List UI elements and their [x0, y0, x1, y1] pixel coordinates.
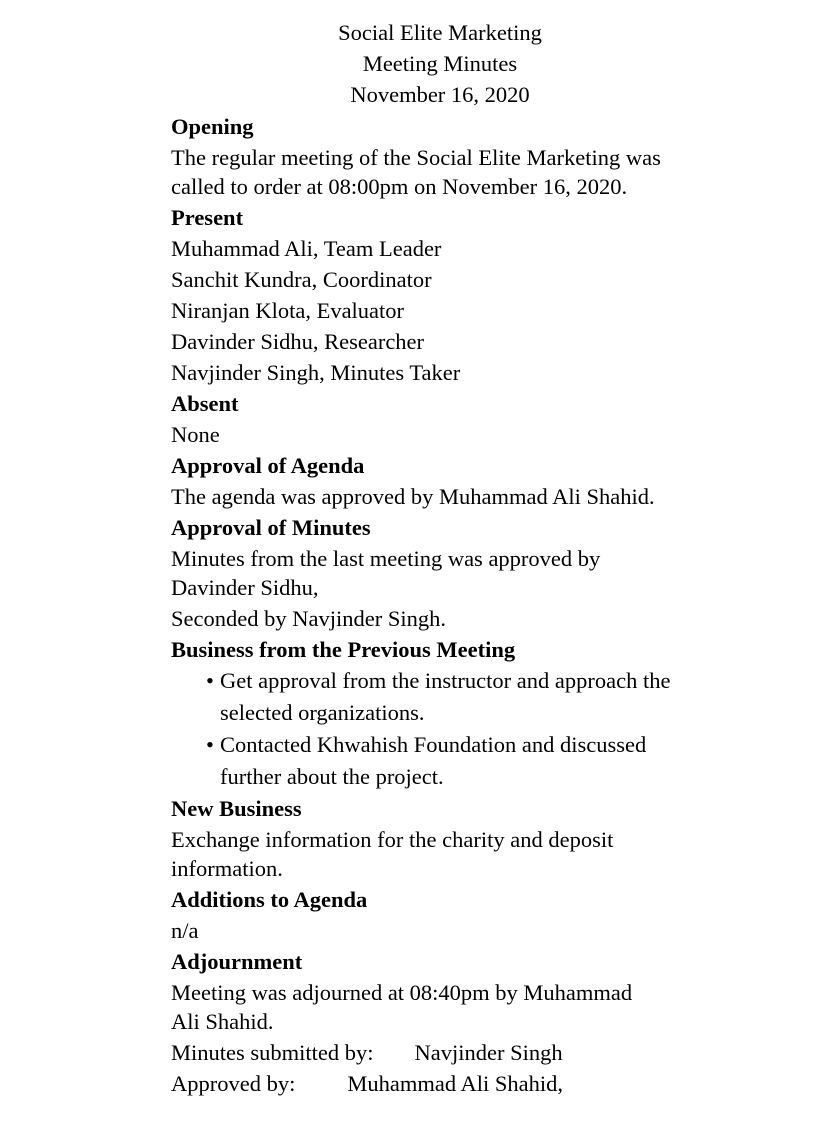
present-member: Niranjan Klota, Evaluator [171, 298, 405, 323]
absent-heading: Absent [171, 391, 239, 416]
opening-text [171, 142, 731, 202]
new-business-line: Exchange information for the charity and deposit [171, 827, 614, 852]
opening-line: called to order at 08:00pm on November 16, 2020. [171, 174, 628, 199]
bullet-icon: • [206, 732, 214, 757]
minutes-body [171, 111, 731, 1099]
adjournment-line: Meeting was adjourned at 08:40pm by Muhammad [171, 980, 633, 1005]
approval-agenda-heading: Approval of Agenda [171, 453, 365, 478]
opening-line: The regular meeting of the Social Elite Marketing was [171, 145, 661, 170]
present-heading: Present [171, 205, 244, 230]
approved-by-label: Approved by: [171, 1071, 296, 1096]
new-business-line: information. [171, 856, 283, 881]
approval-minutes-text [171, 543, 731, 603]
adjournment-heading: Adjournment [171, 949, 303, 974]
additions-heading: Additions to Agenda [171, 887, 368, 912]
approval-minutes-seconded: Seconded by Navjinder Singh. [171, 606, 446, 631]
adjournment-line: Ali Shahid. [171, 1009, 274, 1034]
present-member: Davinder Sidhu, Researcher [171, 329, 425, 354]
present-member: Muhammad Ali, Team Leader [171, 236, 442, 261]
previous-business-item [179, 665, 731, 729]
present-member: Navjinder Singh, Minutes Taker [171, 360, 461, 385]
meeting-date: November 16, 2020 [350, 82, 530, 107]
submitted-by-value: Navjinder Singh [414, 1040, 563, 1065]
bullet-text-cont: further about the project. [220, 764, 444, 789]
bullet-text: Contacted Khwahish Foundation and discussed [220, 732, 647, 757]
document-type: Meeting Minutes [362, 51, 518, 76]
present-member: Sanchit Kundra, Coordinator [171, 267, 432, 292]
bullet-text: Get approval from the instructor and approach the [220, 668, 671, 693]
document-header [0, 17, 828, 110]
approval-minutes-line: Minutes from the last meeting was approved by [171, 546, 601, 571]
adjournment-text [171, 977, 731, 1037]
bullet-text-cont: selected organizations. [220, 700, 425, 725]
additions-text: n/a [171, 918, 199, 943]
approval-minutes-line: Davinder Sidhu, [171, 575, 319, 600]
previous-business-item [179, 729, 731, 793]
submitted-by-row [171, 1037, 731, 1068]
absent-text: None [171, 422, 220, 447]
new-business-text [171, 824, 731, 884]
approval-agenda-text: The agenda was approved by Muhammad Ali Shahid. [171, 484, 655, 509]
submitted-by-label: Minutes submitted by: [171, 1040, 374, 1065]
bullet-icon: • [206, 668, 214, 693]
new-business-heading: New Business [171, 796, 302, 821]
company-name: Social Elite Marketing [338, 20, 542, 45]
approval-minutes-heading: Approval of Minutes [171, 515, 371, 540]
approved-by-row [171, 1068, 731, 1099]
approved-by-value: Muhammad Ali Shahid, [347, 1071, 563, 1096]
opening-heading: Opening [171, 114, 254, 139]
previous-business-heading: Business from the Previous Meeting [171, 637, 516, 662]
